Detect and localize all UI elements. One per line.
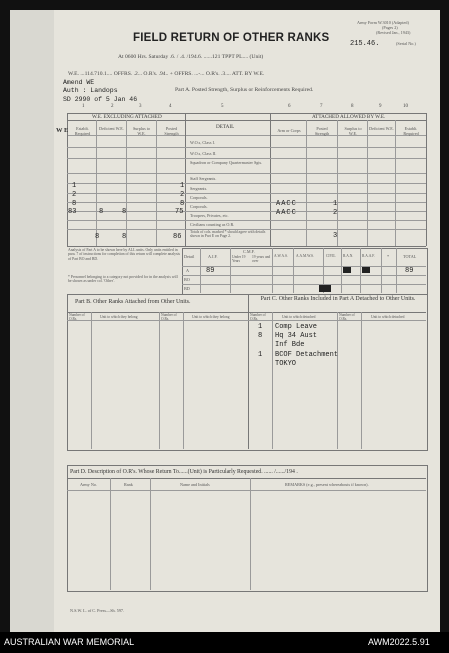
analysis-civil: CIVIL	[326, 254, 336, 258]
head-establt-left: Establt. Required	[74, 126, 91, 136]
analysis-row-bo: BO	[184, 277, 190, 282]
part-b-head-unit-1: Unit to which they belong	[100, 315, 138, 319]
analysis-total: TOTAL	[403, 254, 417, 259]
revised-label: (Revised Jan., 1943)	[376, 30, 411, 35]
footer-accession: AWM2022.5.91	[368, 637, 430, 647]
part-b-title: Part B. Other Ranks Attached from Other Units.	[75, 299, 191, 305]
tpr-arm: AACC	[276, 209, 297, 217]
part-c-head-num-1: Number of O.Rs.	[250, 313, 266, 321]
head-deficient-right: Deficient W.E.	[369, 126, 394, 131]
redaction-mark-3	[319, 285, 331, 292]
col-number-6: 6	[288, 104, 291, 109]
head-surplus-right: Surplus to W.E.	[344, 126, 362, 136]
part-c-head-unit-1: Unit to which detached	[282, 315, 316, 319]
row-detail-wo1: W.O.s, Class I.	[190, 140, 215, 145]
col-number-9: 9	[379, 104, 382, 109]
row-detail-sergeants: Sergeants.	[190, 186, 208, 191]
row-detail-wo2: W.O.s, Class II.	[190, 151, 217, 156]
sd-reference: SD 2990 of 5 Jan 46	[63, 96, 138, 103]
head-posted-right: Posted Strength	[314, 126, 330, 136]
redaction-mark-2	[362, 267, 370, 273]
analysis-detail-label: Detail	[184, 254, 195, 259]
col-number-10: 10	[403, 104, 408, 109]
cpl-establt: 2	[72, 191, 77, 199]
row-detail-civilians: Civilians counting as O.R.	[190, 222, 235, 227]
part-c-unit-2: Hq 34 Aust	[275, 332, 318, 340]
head-establt-right: Establt. Required	[403, 126, 419, 136]
analysis-aamws: A.A.M.W.S.	[296, 254, 314, 258]
part-c-num-2: 8	[258, 332, 263, 340]
col-number-5: 5	[221, 104, 224, 109]
analysis-awas: A.W.A.S.	[274, 254, 288, 258]
row-detail-totals: Totals of cols. marked * should agree with details shown in Part E on Page 2.	[190, 230, 266, 238]
detail-header: DETAIL	[216, 124, 235, 130]
head-arm-corps: Arm or Corps	[277, 128, 301, 133]
auth-landops: Auth : Landops	[63, 87, 118, 94]
col-number-7: 7	[320, 104, 323, 109]
row-detail-corporals: Corporals.	[190, 195, 208, 200]
row-detail-staff-sgts: Staff Sergeants.	[190, 176, 217, 181]
part-c-unit-3: Inf Bde	[275, 341, 305, 349]
analysis-cmf: C.M.F.	[243, 249, 255, 254]
total-attached: 3	[333, 232, 338, 240]
col-number-2: 2	[111, 104, 114, 109]
we-label: W E	[56, 127, 69, 134]
tpr-establt: 83	[68, 208, 77, 216]
page-title: FIELD RETURN OF OTHER RANKS	[133, 32, 330, 44]
redaction-mark-1	[343, 267, 351, 273]
col-number-8: 8	[351, 104, 354, 109]
analysis-note: Analysis of Part A to be shown here by ALL units. Only units entitled in para. 7 of instructions for completion of this return will complete analysis of Part BO and BD.	[68, 248, 180, 261]
excl-attached-header: W.E. EXCLUDING ATTACHED	[92, 114, 162, 120]
part-c-title: Part C. Other Ranks Included in Part A Detached to Other Units.	[260, 296, 416, 302]
cpl2-attached: 1	[333, 200, 338, 208]
total-posted: 86	[173, 233, 182, 241]
analysis-aif: A.I.F.	[208, 254, 218, 259]
analysis-other: *	[387, 254, 390, 259]
part-b-head-num-1: Number of O.Rs.	[69, 313, 85, 321]
part-c-unit-1: Comp Leave	[275, 323, 318, 331]
amend-we: Amend WE	[63, 79, 95, 86]
part-c-unit-5: TOKYO	[275, 360, 297, 368]
tpr-posted: 75	[175, 208, 184, 216]
analysis-ran: R.A.N.	[343, 254, 354, 258]
part-d-head-army-no: Army No.	[80, 482, 97, 487]
we-line: W.E. ...114.710.1.... OFFRS. .2... O.R's. .94.. + OFFRS. ...-... O.R's. .3.... ATT. BY W.E.	[68, 71, 265, 77]
part-d-head-name: Name and Initials	[180, 482, 210, 487]
cpl-posted: 2	[180, 191, 185, 199]
cpl2-posted: 8	[180, 200, 185, 208]
army-form-label: Army Form W.3010 (Adapted)	[357, 20, 409, 25]
pages-label: (Pages 2)	[382, 25, 398, 30]
serial-number: 215.46.	[350, 40, 380, 48]
printer-imprint: N.S.W. L. of C. Press—Sh. 597.	[70, 608, 125, 613]
tpr-surplus: 8	[122, 208, 127, 216]
binding-strip	[10, 10, 54, 632]
serial-label: (Serial No.)	[396, 41, 416, 46]
analysis-raaf: R.A.A.F.	[362, 254, 375, 258]
row-detail-corporals-2: Corporals.	[190, 204, 208, 209]
analysis-cmf-under19: Under 19 Years	[232, 255, 246, 263]
part-a-title: Part A. Posted Strength, Surplus or Reinforcements Required.	[175, 87, 314, 93]
row-detail-troopers: Troopers, Privates, etc.	[190, 213, 229, 218]
part-c-num-4: 1	[258, 351, 263, 359]
footer-bar	[0, 632, 449, 653]
total-surplus: 8	[122, 233, 127, 241]
part-d-head-remarks: REMARKS (e.g., present whereabouts if known).	[285, 482, 369, 487]
part-c-unit-4: BCOF Detachment	[275, 351, 339, 359]
document-page	[10, 10, 440, 632]
row-detail-cqms: Squadron or Company Quartermaster Sgts.	[190, 160, 263, 165]
col-number-1: 1	[82, 104, 85, 109]
part-b-head-num-2: Number of O.Rs.	[161, 313, 177, 321]
tpr-attached: 2	[333, 209, 338, 217]
analysis-row-bd: BD	[184, 286, 190, 291]
part-d-head-rank: Rank	[124, 482, 133, 487]
total-deficient: 8	[95, 233, 100, 241]
head-posted-left: Posted Strength	[164, 126, 179, 136]
col-number-4: 4	[169, 104, 172, 109]
part-c-head-unit-2: Unit to which detached	[371, 315, 405, 319]
sgt-establt: 1	[72, 182, 77, 190]
head-deficient-left: Deficient W.E.	[99, 126, 124, 131]
head-surplus-left: Surplus to W.E.	[132, 126, 151, 136]
time-line: At 0600 Hrs. Saturday .6. / .4. /194.6. ......121 TPPT PL.... (Unit)	[118, 54, 264, 60]
footer-institution: AUSTRALIAN WAR MEMORIAL	[4, 637, 135, 647]
col-number-3: 3	[139, 104, 142, 109]
analysis-a-aif: 89	[206, 267, 215, 275]
cpl2-arm: AACC	[276, 200, 297, 208]
part-b-head-unit-2: Unit to which they belong	[192, 315, 230, 319]
sgt-posted: 1	[180, 182, 185, 190]
part-c-head-num-2: Number of O.Rs.	[339, 313, 355, 321]
cpl2-establt: 8	[72, 200, 77, 208]
analysis-note-2: * Personnel belonging to a category not provided for in the analysis will be shown as under col. 'Other'.	[68, 275, 178, 284]
analysis-a-total: 89	[405, 267, 414, 275]
analysis-row-a: A	[186, 268, 190, 273]
analysis-cmf-19over: 19 years and over	[252, 255, 271, 263]
part-d-title: Part D. Description of O.R's. Whose Return To......(Unit) is Particularly Requested. ...... /....../194 .	[70, 469, 298, 475]
part-c-num-1: 1	[258, 323, 263, 331]
attached-header: ATTACHED ALLOWED BY W.E.	[312, 114, 386, 120]
tpr-deficient: 8	[99, 208, 104, 216]
